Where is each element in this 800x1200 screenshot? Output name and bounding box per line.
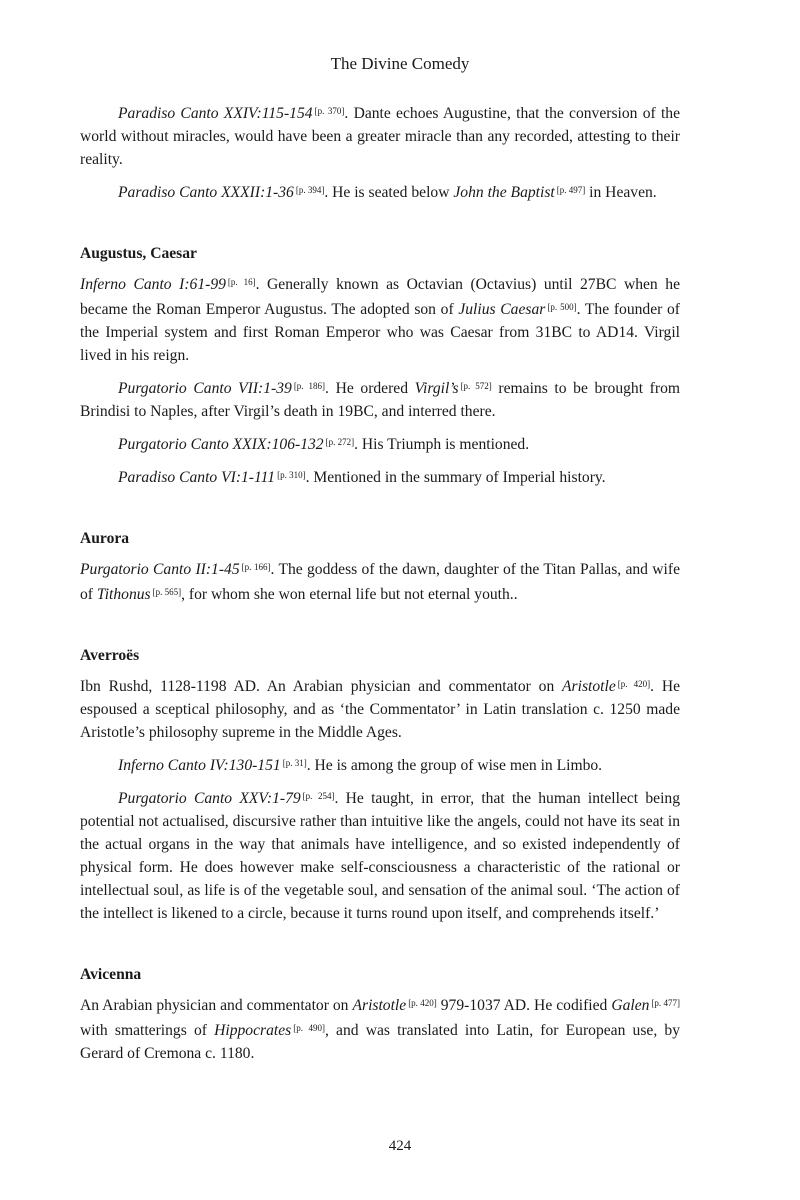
paragraph (80, 271, 680, 367)
page-reference[interactable]: [p. 310] (277, 470, 306, 480)
page-reference[interactable]: [p. 31] (282, 758, 307, 768)
entry-heading: Averroës (80, 647, 140, 664)
page-reference[interactable]: [p. 370] (314, 106, 345, 116)
entry-reference[interactable]: Hippocrates (214, 1022, 292, 1039)
canto-reference[interactable]: Paradiso Canto VI:1-111 (118, 469, 276, 486)
page-header: The Divine Comedy (330, 54, 470, 73)
page-reference[interactable]: [p. 394] (295, 185, 325, 195)
paragraph-text: , for whom she won eternal life but not eternal youth.. (181, 586, 518, 603)
entry-heading: Aurora (80, 530, 130, 547)
paragraph-text: . He ordered (325, 380, 415, 397)
canto-reference[interactable]: Inferno Canto IV:130-151 (118, 757, 281, 774)
page-reference[interactable]: [p. 16] (227, 277, 256, 287)
entry-reference[interactable]: Julius Caesar (458, 301, 546, 318)
entry-heading: Avicenna (80, 966, 142, 983)
entry-reference[interactable]: John the Baptist (453, 184, 555, 201)
paragraph-text: . The goddess of the dawn, daughter of the Titan Pallas, and wife of (80, 561, 680, 603)
canto-reference[interactable]: Inferno Canto I:61-99 (80, 276, 226, 293)
paragraph-text: remains to be brought from Brindisi to Naples, after Virgil’s death in 19BC, and interred there. (80, 380, 680, 420)
paragraph (80, 673, 680, 744)
page-reference[interactable]: [p. 272] (325, 437, 355, 447)
paragraph (80, 431, 680, 456)
page-reference[interactable]: [p. 572] (460, 381, 492, 391)
paragraph-text: in Heaven. (585, 184, 657, 201)
paragraph-text: 979-1037 AD. He codified (436, 997, 612, 1014)
paragraph-text: . Dante echoes Augustine, that the conversion of the world without miracles, would have been a greater miracle than any recorded, attesting to their reality. (80, 105, 680, 168)
paragraph (80, 179, 680, 204)
page-reference[interactable]: [p. 186] (293, 381, 326, 391)
paragraph-text: . He taught, in error, that the human intellect being potential not actualised, discursive rather than intuitive like the angels, could not have its seat in the actual organs in the way that animals have intelligence, and so existed independently of physical form. He does however make self-consciousness a characteristic of the rational or intellectual soul, as life is of the vegetable soul, and sensation of the animal soul. ‘The action of the intellect is likened to a circle, because it turns round upon itself, and comprehends itself.’ (80, 790, 681, 922)
page-reference[interactable]: [p. 254] (302, 791, 335, 801)
paragraph (80, 992, 680, 1065)
entry-reference[interactable]: Tithonus (96, 586, 151, 603)
page-reference[interactable]: [p. 477] (651, 998, 681, 1008)
canto-reference[interactable]: Purgatorio Canto II:1-45 (80, 561, 240, 578)
page-reference[interactable]: [p. 420] (617, 679, 651, 689)
paragraph (80, 785, 680, 925)
canto-reference[interactable]: Purgatorio Canto XXV:1-79 (118, 790, 301, 807)
paragraph-text: . He is seated below (324, 184, 454, 201)
canto-reference[interactable]: Paradiso Canto XXIV:115-154 (118, 105, 313, 122)
page-reference[interactable]: [p. 166] (241, 562, 271, 572)
entry-reference[interactable]: Galen (611, 997, 650, 1014)
page-number: 424 (388, 1138, 412, 1154)
paragraph (80, 752, 680, 777)
page-reference[interactable]: [p. 497] (556, 185, 586, 195)
page-reference[interactable]: [p. 565] (152, 587, 182, 597)
paragraph (80, 556, 680, 606)
entry-heading: Augustus, Caesar (80, 245, 197, 262)
canto-reference[interactable]: Paradiso Canto XXXII:1-36 (118, 184, 294, 201)
page-reference[interactable]: [p. 500] (547, 302, 577, 312)
canto-reference[interactable]: Purgatorio Canto VII:1-39 (118, 380, 292, 397)
paragraph-text: . His Triumph is mentioned. (354, 436, 530, 453)
paragraph-text: with smatterings of (80, 1022, 215, 1039)
paragraph-text: . He espoused a sceptical philosophy, and as ‘the Commentator’ in Latin translation c. 1250 made Aristotle’s philosophy supreme in the Middle Ages. (80, 678, 681, 741)
entry-reference[interactable]: Virgil’s (414, 380, 459, 397)
canto-reference[interactable]: Purgatorio Canto XXIX:106-132 (118, 436, 324, 453)
paragraph (80, 375, 680, 423)
paragraph-text: . He is among the group of wise men in Limbo. (306, 757, 603, 774)
paragraph (80, 464, 680, 489)
entry-reference[interactable]: Aristotle (562, 678, 616, 695)
paragraph-text: . Mentioned in the summary of Imperial history. (305, 469, 606, 486)
page-content (80, 100, 680, 1065)
paragraph-text: . The founder of the Imperial system and first Roman Emperor who was Caesar from 31BC to AD14. Virgil lived in his reign. (80, 301, 680, 364)
entry-reference[interactable]: Aristotle (352, 997, 407, 1014)
paragraph-text: Ibn Rushd, 1128-1198 AD. An Arabian physician and commentator on (80, 678, 563, 695)
paragraph-text: An Arabian physician and commentator on (80, 997, 353, 1014)
page-reference[interactable]: [p. 420] (408, 998, 437, 1008)
paragraph-text: , and was translated into Latin, for European use, by Gerard of Cremona c. 1180. (80, 1022, 680, 1062)
paragraph (80, 100, 680, 171)
page-reference[interactable]: [p. 490] (293, 1023, 325, 1033)
paragraph-text: . Generally known as Octavian (Octavius) until 27BC when he became the Roman Emperor Augustus. The adopted son of (80, 276, 681, 318)
